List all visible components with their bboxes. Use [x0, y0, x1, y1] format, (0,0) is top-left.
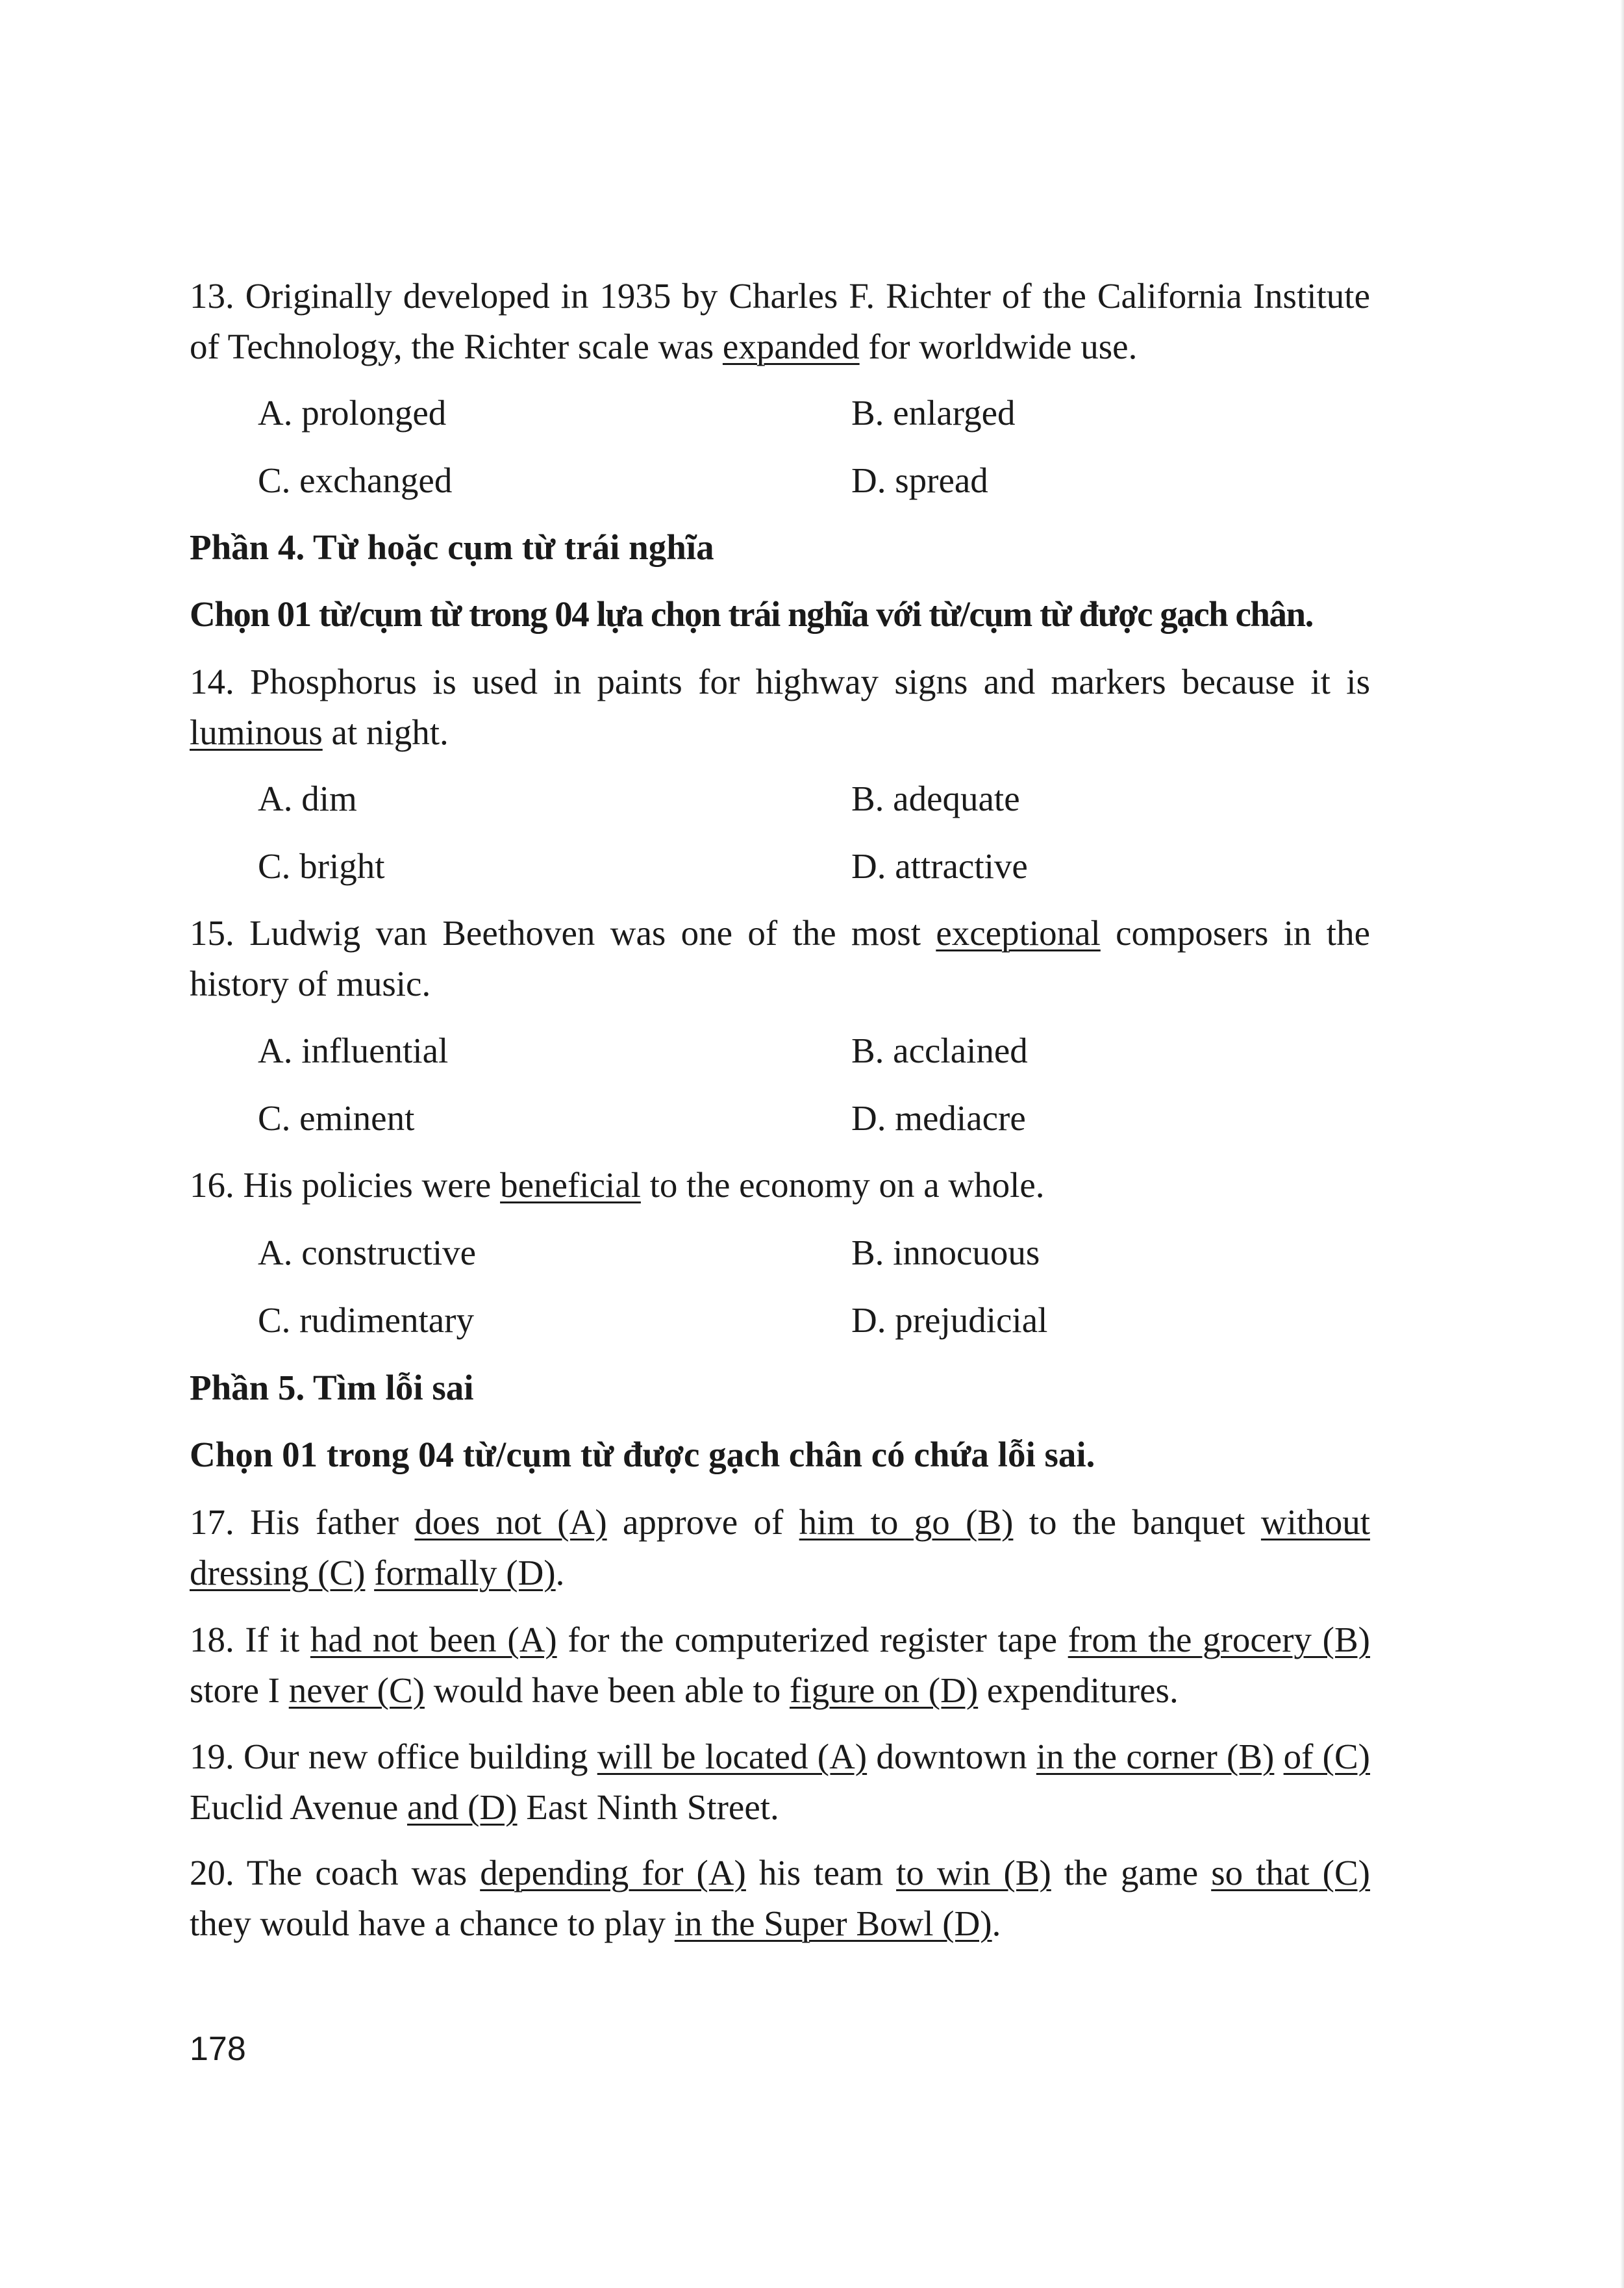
underlined-option-d: in the Super Bowl (D) [674, 1904, 992, 1943]
question-13-stem [190, 271, 1370, 372]
underlined-option-b: to win (B) [896, 1853, 1051, 1892]
question-text: . [555, 1553, 565, 1592]
question-16-option-d: D. prejudicial [851, 1300, 1048, 1340]
question-text: his team [745, 1853, 897, 1892]
question-14-option-b: B. adequate [851, 779, 1020, 818]
underlined-option-c: so that (C) [1211, 1853, 1370, 1892]
question-16-option-a: A. constructive [258, 1233, 477, 1272]
question-text: 19. Our new office building [190, 1737, 597, 1776]
underlined-word: beneficial [500, 1165, 641, 1205]
underlined-option-a: will be located (A) [597, 1737, 868, 1776]
question-text: 16. His policies were [190, 1165, 501, 1205]
question-text: downtown [867, 1737, 1036, 1776]
underlined-option-b: in the corner (B) [1036, 1737, 1275, 1776]
question-16-option-c: C. rudimentary [258, 1300, 474, 1340]
question-text: they would have a chance to play [190, 1904, 675, 1943]
question-text: would have been able to [424, 1670, 790, 1710]
question-text: for worldwide use. [859, 327, 1138, 366]
underlined-option-c: of (C) [1283, 1737, 1370, 1776]
question-15-option-b: B. acclained [851, 1031, 1028, 1070]
question-14-option-c: C. bright [258, 846, 385, 886]
question-15-stem [190, 908, 1370, 1009]
question-text: 18. If it [190, 1620, 310, 1659]
question-text: 20. The coach was [190, 1853, 481, 1892]
question-15-option-a: A. influential [258, 1031, 449, 1070]
section-4-instruction: Chọn 01 từ/cụm từ trong 04 lựa chọn trái nghĩa với từ/cụm từ được gạch chân. [190, 594, 1313, 634]
underlined-option-d: and (D) [407, 1787, 518, 1827]
scan-edge-shadow [1620, 0, 1624, 2288]
question-20 [190, 1848, 1370, 1949]
question-17 [190, 1497, 1370, 1598]
question-13-option-c: C. exchanged [258, 460, 453, 500]
page-number: 178 [190, 2030, 246, 2068]
question-15-option-d: D. mediacre [851, 1098, 1026, 1138]
underlined-option-a: does not (A) [414, 1502, 607, 1542]
underlined-option-c: without dressing (C) [190, 1502, 1370, 1592]
question-text: Euclid Avenue [190, 1787, 407, 1827]
question-13-option-a: A. prolonged [258, 393, 447, 433]
underlined-word: exceptional [936, 913, 1101, 953]
question-14-option-d: D. attractive [851, 846, 1028, 886]
question-text: approve of [606, 1502, 799, 1542]
question-text [1274, 1737, 1283, 1776]
underlined-option-a: depending for (A) [480, 1853, 746, 1892]
question-text: at night. [322, 712, 449, 752]
question-text [365, 1553, 374, 1592]
underlined-option-d: formally (D) [374, 1553, 556, 1592]
question-text: 15. Ludwig van Beethoven was one of the most [190, 913, 936, 953]
underlined-option-c: never (C) [288, 1670, 425, 1710]
underlined-option-d: figure on (D) [789, 1670, 979, 1710]
question-text: 13. Originally developed in 1935 by Charles F. Richter of the California Institute of Technology, the Richter scale was [190, 276, 1370, 366]
question-14-option-a: A. dim [258, 779, 357, 818]
question-text: 14. Phosphorus is used in paints for highway signs and markers because it is [190, 662, 1370, 701]
question-14-stem [190, 657, 1370, 758]
section-4-title: Phần 4. Từ hoặc cụm từ trái nghĩa [190, 527, 714, 567]
question-text: East Ninth Street. [517, 1787, 779, 1827]
question-13-option-b: B. enlarged [851, 393, 1016, 433]
question-16-stem [190, 1160, 1370, 1211]
question-text: . [992, 1904, 1001, 1943]
question-text: expenditures. [978, 1670, 1179, 1710]
question-18 [190, 1615, 1370, 1716]
section-5-title: Phần 5. Tìm lỗi sai [190, 1368, 474, 1407]
question-16-option-b: B. innocuous [851, 1233, 1040, 1272]
underlined-word: luminous [190, 712, 323, 752]
question-15-option-c: C. eminent [258, 1098, 415, 1138]
question-text: for the computerized register tape [556, 1620, 1068, 1659]
question-text: composers in the history of music. [190, 913, 1370, 1003]
underlined-option-b: him to go (B) [799, 1502, 1014, 1542]
question-text: to the economy on a whole. [640, 1165, 1045, 1205]
underlined-word: expanded [722, 327, 860, 366]
question-text: 17. His father [190, 1502, 415, 1542]
question-text: to the banquet [1013, 1502, 1261, 1542]
section-5-instruction: Chọn 01 trong 04 từ/cụm từ được gạch chân có chứa lỗi sai. [190, 1435, 1095, 1474]
question-text: the game [1051, 1853, 1212, 1892]
question-19 [190, 1731, 1370, 1833]
underlined-option-a: had not been (A) [310, 1620, 557, 1659]
question-text: store I [190, 1670, 289, 1710]
question-13-option-d: D. spread [851, 460, 988, 500]
underlined-option-b: from the grocery (B) [1068, 1620, 1370, 1659]
